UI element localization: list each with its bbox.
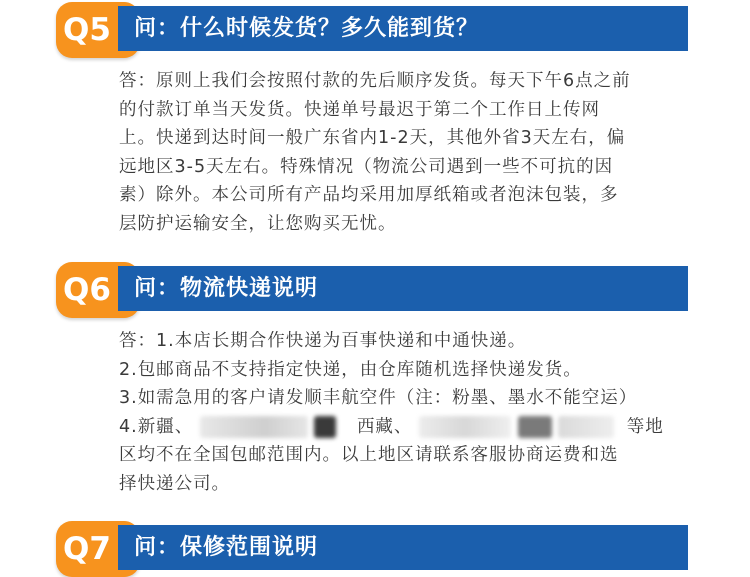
q6-title: 问：物流快递说明 [134,276,319,301]
q6-line-1: 答：1.本店长期合作快递为百事快递和中通快递。 [119,331,527,351]
q5-line-4: 远地区3-5天左右。特殊情况（物流公司遇到一些不可抗的因 [119,156,614,177]
q6-line-4-mid: 西藏、 [356,416,413,437]
q6-line-2: 2.包邮商品不支持指定快递，由仓库随机选择快递发货。 [119,359,582,380]
q5-line-1: 答：原则上我们会按照付款的先后顺序发货。每天下午6点之前 [119,71,631,91]
q5-line-6: 层防护运输安全，让您购买无忧。 [119,213,397,234]
q6-answer [119,327,691,499]
q7-title-bar [118,525,688,570]
redacted-region [419,416,511,438]
q7-header [0,521,750,577]
q6-line-5: 区均不在全国包邮范围内。以上地区请联系客服协商运费和选 [119,445,619,466]
q5-title: 问：什么时候发货？多久能到货？ [134,16,480,41]
q7-title: 问：保修范围说明 [134,535,319,560]
q6-line-4-start: 4.新疆、 [119,416,194,437]
q6-line-3: 3.如需急用的客户请发顺丰航空件（注：粉墨、墨水不能空运） [119,388,638,409]
q5-badge-label: Q5 [63,12,111,48]
q6-line-4 [119,413,691,442]
q5-answer [119,67,691,239]
q6-badge-label: Q6 [63,272,111,308]
q6-header [0,262,750,318]
redacted-region [518,416,552,438]
q5-line-3: 上。快递到达时间一般广东省内1-2天，其他外省3天左右，偏 [119,128,626,149]
q6-line-6: 择快递公司。 [119,473,230,494]
redacted-region [314,416,336,438]
q6-line-4-end: 等地 [626,416,664,437]
q5-line-5: 素）除外。本公司所有产品均采用加厚纸箱或者泡沫包装，多 [119,185,619,206]
q7-badge-label: Q7 [63,531,111,567]
q5-title-bar [118,6,688,51]
q5-header [0,2,750,58]
q6-title-bar [118,266,688,311]
redacted-region [558,416,614,438]
q5-line-2: 的付款订单当天发货。快递单号最迟于第二个工作日上传网 [119,99,600,120]
redacted-region [200,416,308,438]
